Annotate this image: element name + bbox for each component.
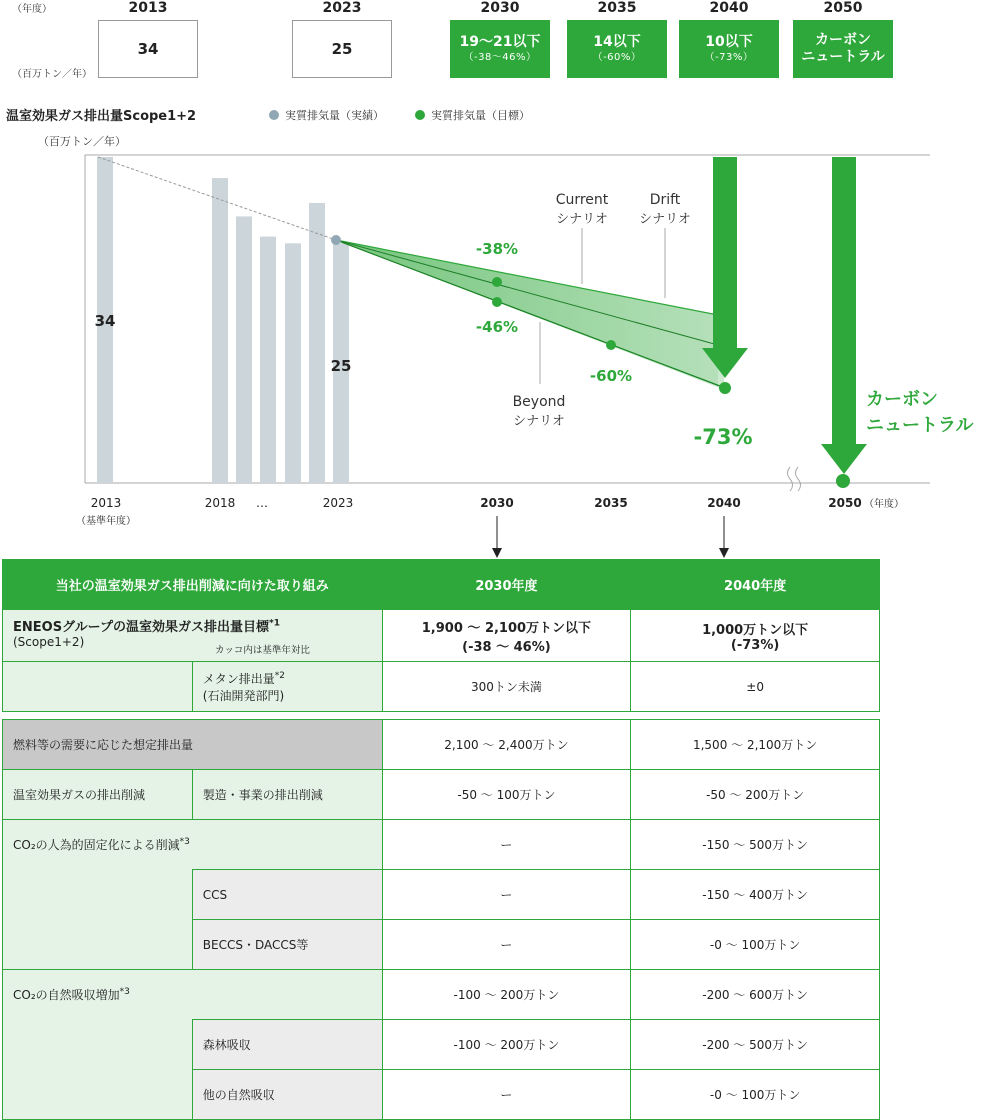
- natural-absorption-label: CO₂の自然吸収増加: [13, 988, 120, 1002]
- other-natural-spacer: [3, 1070, 193, 1120]
- actual-bars: [94, 157, 349, 483]
- target-2035-value: 14以下: [593, 34, 641, 50]
- x-label-2040: 2040: [707, 496, 741, 510]
- bar-2019: [236, 216, 252, 483]
- forest-absorption-2040: -200 〜 500万トン: [631, 1020, 880, 1070]
- other-natural-label: 他の自然吸収: [192, 1070, 382, 1120]
- methane-row: [3, 662, 880, 712]
- bar-2020: [260, 237, 276, 483]
- target-2040-value: 10以下: [705, 34, 753, 50]
- natural-absorption-2040: -200 〜 600万トン: [631, 970, 880, 1020]
- year-2023: 2023: [322, 0, 362, 16]
- target-2040-line2: (-73%): [730, 637, 780, 653]
- value-2023: 25: [331, 40, 353, 58]
- legend-actual-marker: [269, 110, 279, 120]
- manufacturing-reduction-2040: -50 〜 200万トン: [631, 770, 880, 820]
- breakdown-row: [3, 970, 880, 1020]
- artificial-fixation-2040: -150 〜 500万トン: [631, 820, 880, 870]
- beccs-2030: ー: [382, 920, 631, 970]
- value-box-2013: [98, 20, 198, 78]
- x-label-2030: 2030: [480, 496, 514, 510]
- legend-target-marker: [415, 110, 425, 120]
- connector-2040-head: [719, 548, 729, 558]
- emissions-chart: [0, 100, 992, 530]
- year-2040: 2040: [709, 0, 749, 16]
- breakdown-row: [3, 870, 880, 920]
- neutral-label-line1: カーボン: [866, 389, 938, 410]
- point-2030-lower: [492, 297, 502, 307]
- target-row: [3, 610, 880, 662]
- natural-absorption-label-cell: [3, 970, 383, 1020]
- connector-arrows: [0, 512, 992, 562]
- bar-2022: [309, 203, 325, 483]
- target-2040-cell: [631, 610, 880, 662]
- year-2050: 2050: [823, 0, 863, 16]
- target-2050-value: カーボン: [815, 31, 871, 48]
- other-natural-2030: ー: [382, 1070, 631, 1120]
- legend: [269, 108, 530, 122]
- axis-break-icon: [788, 467, 801, 491]
- point-2050: [836, 474, 850, 488]
- header-2040: 2040年度: [631, 560, 880, 610]
- annotation-minus-73: -73%: [693, 425, 753, 449]
- natural-absorption-2030: -100 〜 200万トン: [382, 970, 631, 1020]
- ccs-2040: -150 〜 400万トン: [631, 870, 880, 920]
- ghg-reduction-label: 温室効果ガスの排出削減: [3, 770, 193, 820]
- beccs-label: BECCS・DACCS等: [192, 920, 382, 970]
- ccs-spacer: [3, 870, 193, 920]
- methane-spacer: [3, 662, 193, 712]
- breakdown-row: [3, 1070, 880, 1120]
- target-2030-sub: （-38〜46%）: [463, 51, 537, 63]
- bar-2021: [285, 243, 301, 483]
- target-2030-cell: [382, 610, 631, 662]
- artificial-fixation-2030: ー: [382, 820, 631, 870]
- forest-spacer: [3, 1020, 193, 1070]
- drift-scenario-suffix: シナリオ: [639, 212, 691, 227]
- x-axis-unit: （年度）: [864, 499, 904, 510]
- beyond-scenario-name: Beyond: [512, 394, 566, 410]
- current-scenario-suffix: シナリオ: [556, 212, 608, 227]
- assumed-emissions-2040: 1,500 〜 2,100万トン: [631, 720, 880, 770]
- x-label-2013: 2013: [90, 496, 122, 510]
- breakdown-row: [3, 1020, 880, 1070]
- other-natural-2040: -0 〜 100万トン: [631, 1070, 880, 1120]
- artificial-fixation-mark: *3: [179, 837, 190, 847]
- year-2035: 2035: [597, 0, 637, 16]
- breakdown-table: [2, 719, 880, 1120]
- x-label-2035: 2035: [594, 496, 628, 510]
- artificial-fixation-label: CO₂の人為的固定化による削減: [13, 838, 180, 852]
- current-line: [336, 240, 718, 345]
- forest-absorption-2030: -100 〜 200万トン: [382, 1020, 631, 1070]
- target-compare-note: カッコ内は基準年対比: [215, 645, 310, 656]
- methane-label-cell: [192, 662, 382, 712]
- manufacturing-reduction-2030: -50 〜 100万トン: [382, 770, 631, 820]
- methane-label-2: (石油開発部門): [202, 688, 285, 703]
- beccs-spacer: [3, 920, 193, 970]
- value-2013: 34: [137, 40, 159, 58]
- breakdown-row: [3, 820, 880, 870]
- scenario-fan: [336, 240, 725, 390]
- x-label-2018: 2018: [204, 496, 236, 510]
- current-scenario-name: Current: [555, 192, 609, 208]
- neutral-label-line2: ニュートラル: [866, 415, 974, 436]
- year-2013: 2013: [128, 0, 168, 16]
- target-box-2040: [679, 20, 779, 78]
- target-2035-sub: （-60%）: [592, 51, 642, 63]
- legend-target-label: 実質排気量（目標）: [431, 109, 530, 122]
- forest-absorption-label: 森林吸収: [192, 1020, 382, 1070]
- arrow-2050: [821, 157, 867, 474]
- target-label: ENEOSグループの温室効果ガス排出量目標: [13, 620, 270, 635]
- target-2040-sub: （-73%）: [704, 51, 754, 63]
- methane-note-mark: *2: [274, 670, 286, 681]
- connector-2030-head: [492, 548, 502, 558]
- artificial-fixation-label-cell: [3, 820, 383, 870]
- breakdown-row: [3, 770, 880, 820]
- value-box-2023: [292, 20, 392, 78]
- value-unit-label: （百万トン／年）: [12, 69, 92, 80]
- x-label-2050: 2050: [828, 496, 862, 510]
- target-note-mark: *1: [269, 618, 280, 629]
- x-label-2023: 2023: [322, 496, 354, 510]
- targets-header-row: [3, 560, 880, 610]
- bar-label-2023: 25: [330, 357, 352, 375]
- assumed-emissions-label: 燃料等の需要に応じた想定排出量: [3, 720, 383, 770]
- year-unit-label: （年度）: [12, 4, 52, 15]
- x-label-ellipsis: …: [256, 496, 268, 510]
- bar-label-2013: 34: [94, 312, 116, 330]
- header-2030: 2030年度: [382, 560, 631, 610]
- methane-label-1: メタン排出量: [202, 671, 275, 686]
- target-2040-line1: 1,000万トン以下: [702, 622, 809, 638]
- target-label-cell: [3, 610, 383, 662]
- point-2023-actual: [331, 235, 341, 245]
- targets-table: [2, 559, 880, 712]
- methane-2040: ±0: [631, 662, 880, 712]
- ccs-2030: ー: [382, 870, 631, 920]
- y-axis-unit: （百万トン／年）: [38, 135, 126, 148]
- year-2030: 2030: [480, 0, 520, 16]
- assumed-emissions-2030: 2,100 〜 2,400万トン: [382, 720, 631, 770]
- natural-absorption-mark: *3: [119, 987, 130, 997]
- beccs-2040: -0 〜 100万トン: [631, 920, 880, 970]
- drift-scenario-name: Drift: [649, 192, 681, 208]
- chart-title: 温室効果ガス排出量Scope1+2: [6, 109, 197, 124]
- point-2035: [606, 340, 616, 350]
- header-initiatives: 当社の温室効果ガス排出削減に向けた取り組み: [3, 560, 383, 610]
- target-scope: (Scope1+2): [13, 635, 85, 649]
- target-2030-line1: 1,900 〜 2,100万トン以下: [421, 620, 592, 636]
- breakdown-row: [3, 920, 880, 970]
- annotation-minus-38: -38%: [475, 240, 519, 258]
- point-2040: [719, 382, 731, 394]
- target-2050-sub: ニュートラル: [801, 49, 885, 65]
- x-label-base-note: （基準年度）: [76, 516, 136, 527]
- annotation-minus-60: -60%: [589, 367, 633, 385]
- beyond-scenario-suffix: シナリオ: [513, 414, 565, 429]
- bar-2018: [212, 178, 228, 483]
- manufacturing-reduction-label: 製造・事業の排出削減: [192, 770, 382, 820]
- point-2030-upper: [492, 277, 502, 287]
- target-box-2030: [450, 20, 550, 78]
- methane-2030: 300トン未満: [382, 662, 631, 712]
- breakdown-row: [3, 720, 880, 770]
- target-2030-line2: (-38 〜 46%): [462, 639, 551, 655]
- ccs-label: CCS: [192, 870, 382, 920]
- legend-actual-label: 実質排気量（実績）: [285, 109, 384, 122]
- target-box-2050: [793, 20, 893, 78]
- target-2030-value: 19〜21以下: [459, 34, 541, 50]
- target-box-2035: [567, 20, 667, 78]
- annotation-minus-46: -46%: [475, 318, 519, 336]
